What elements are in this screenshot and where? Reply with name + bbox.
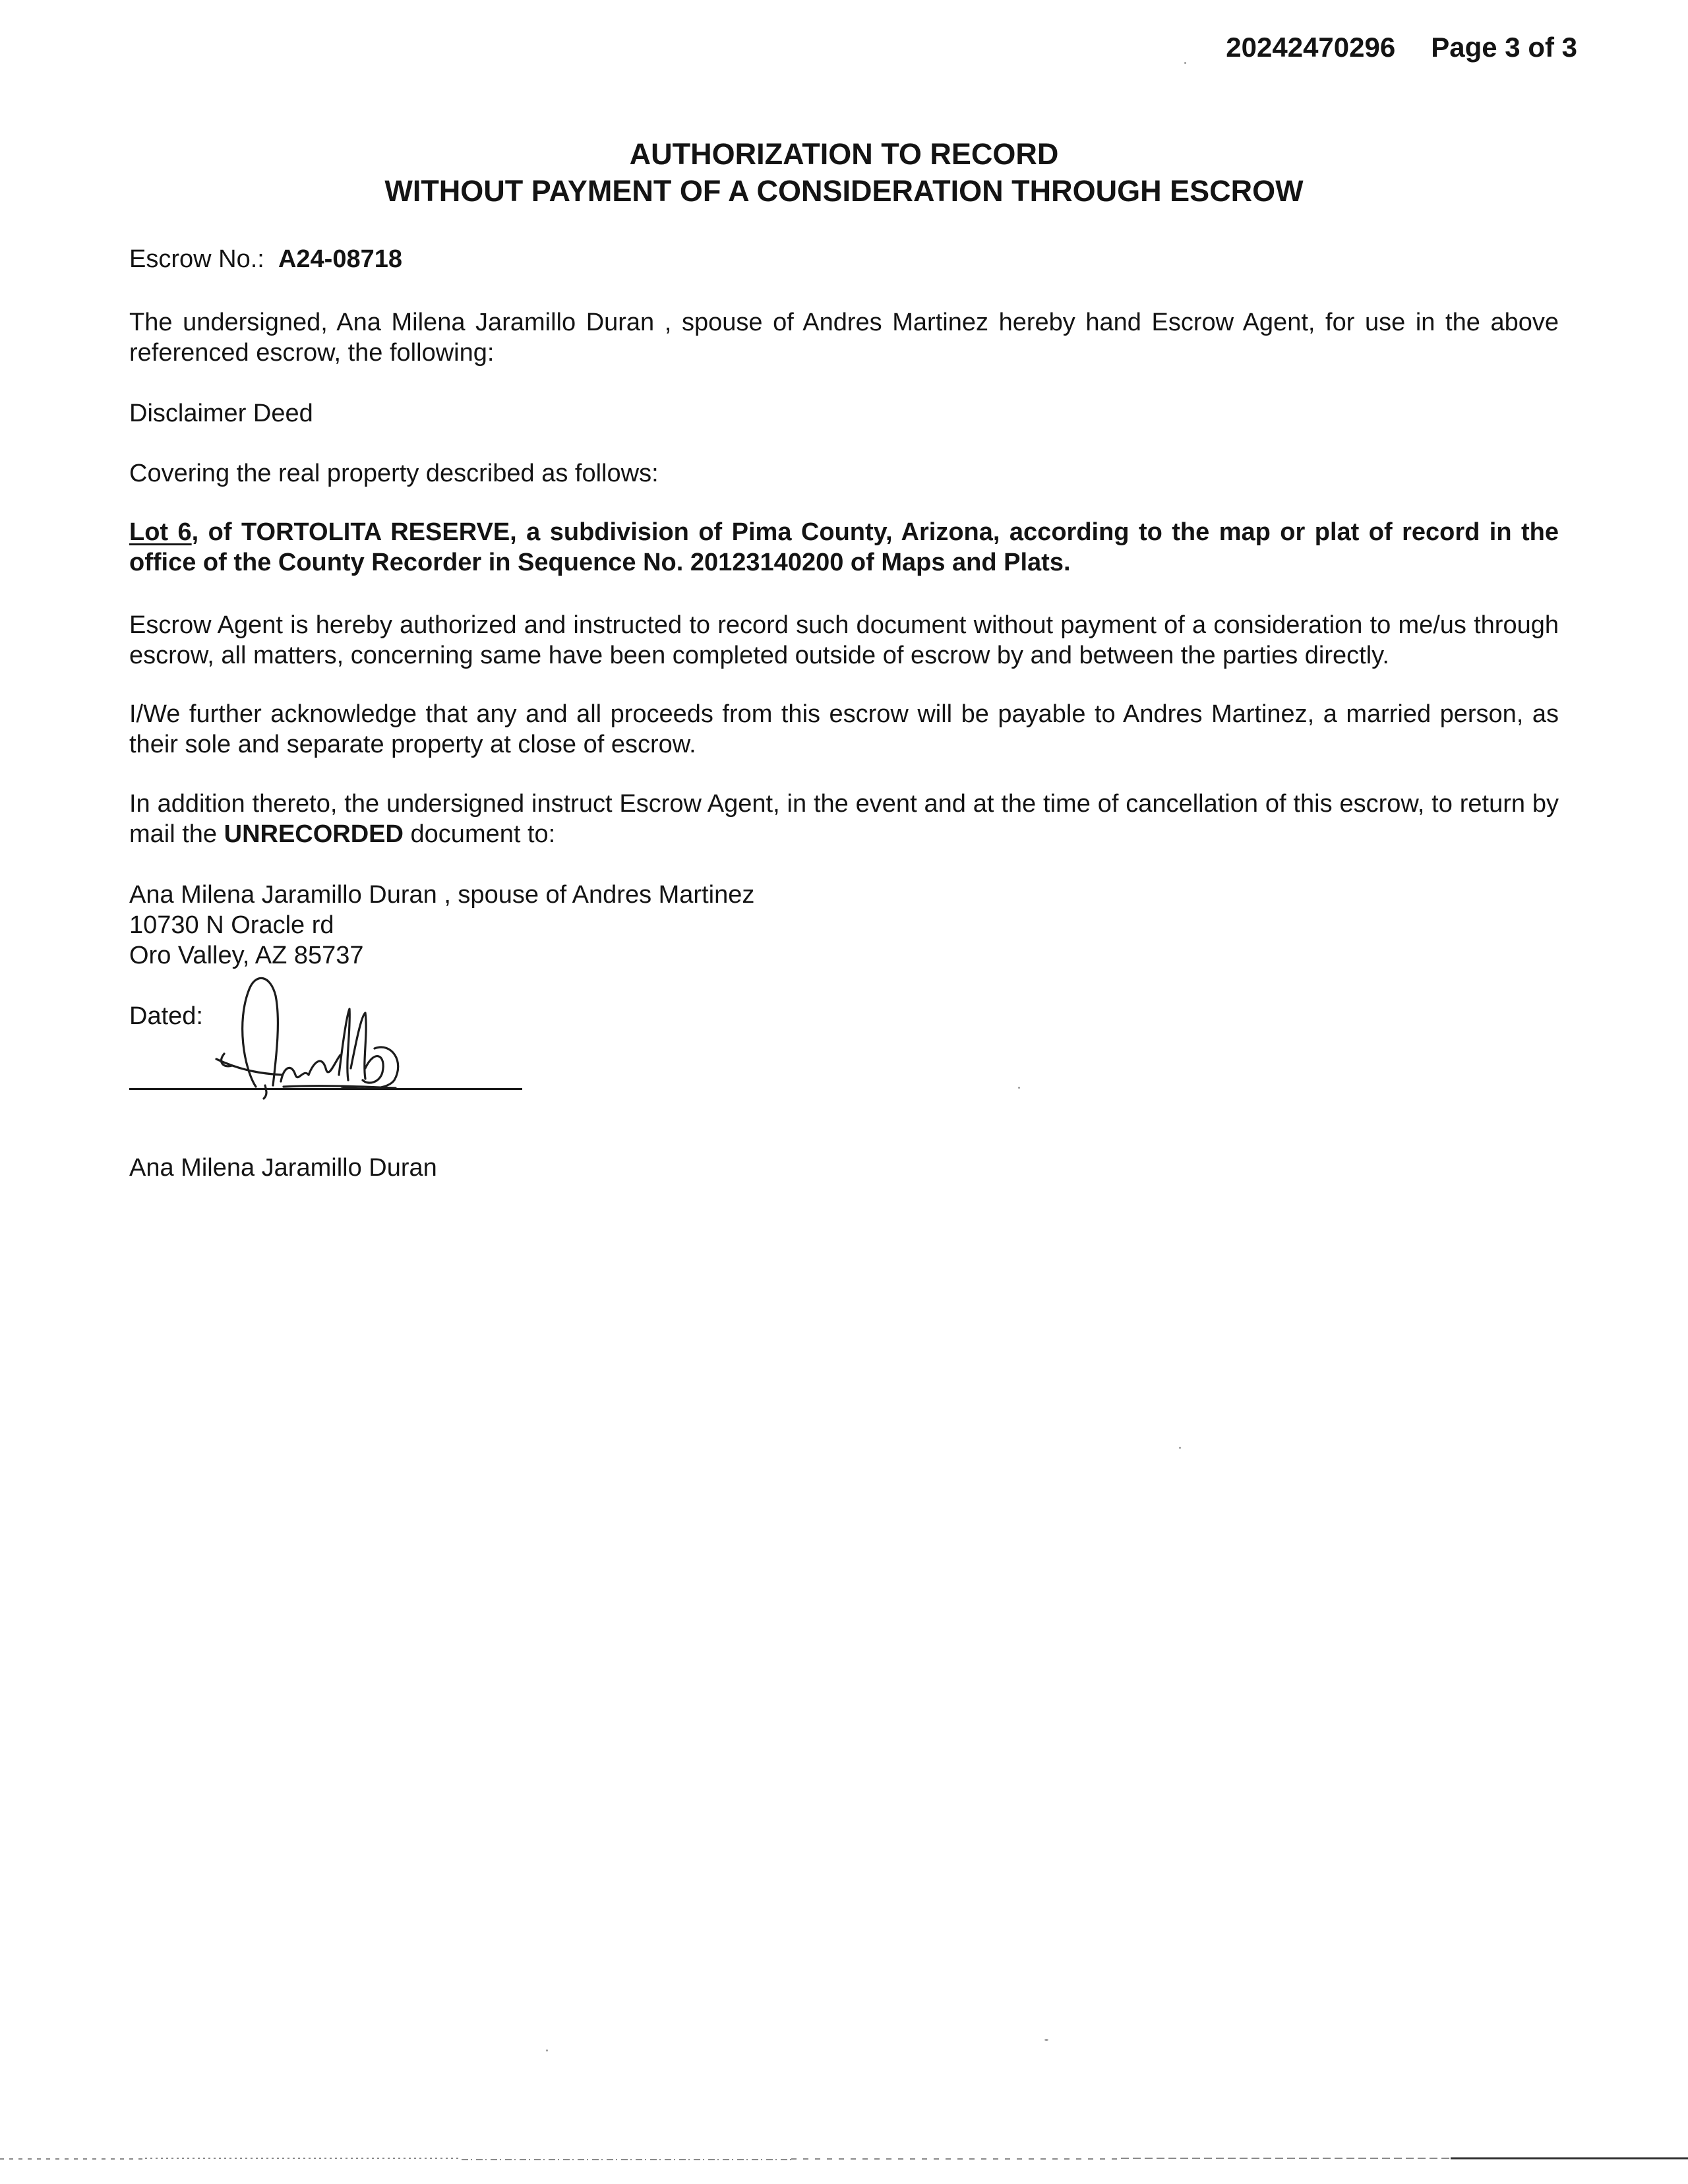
authorization-paragraph: Escrow Agent is hereby authorized and instructed to record such document without payment of a consideration to me/us through escrow, all matters, concerning same have been completed outside of escrow by and between the parties directly. <box>129 611 1559 669</box>
handwritten-signature <box>210 969 421 1101</box>
dated-label: Dated: <box>129 1002 203 1030</box>
address-name-line: Ana Milena Jaramillo Duran , spouse of Andres Martinez <box>129 881 755 909</box>
escrow-label: Escrow No.: <box>129 245 264 273</box>
return-address <box>129 880 1559 971</box>
page-header <box>1226 32 1577 63</box>
document-title <box>0 136 1688 210</box>
scan-edge-noise <box>0 2155 1688 2163</box>
unrecorded-emphasis: UNRECORDED <box>224 820 404 848</box>
scan-speck <box>1044 2039 1048 2041</box>
addition-paragraph <box>129 789 1559 849</box>
scan-speck <box>1179 1447 1181 1449</box>
scan-speck <box>546 2049 548 2051</box>
escrow-number-line <box>129 244 1559 274</box>
scan-speck <box>1018 1087 1020 1089</box>
signature-line <box>129 1088 522 1090</box>
title-line-2: WITHOUT PAYMENT OF A CONSIDERATION THROUGH ESCROW <box>384 174 1304 208</box>
signer-name: Ana Milena Jaramillo Duran <box>129 1154 437 1182</box>
page-number: Page 3 of 3 <box>1431 32 1577 63</box>
address-street: 10730 N Oracle rd <box>129 911 334 939</box>
address-city-state-zip: Oro Valley, AZ 85737 <box>129 942 364 969</box>
covering-text: Covering the real property described as follows: <box>129 460 659 487</box>
intro-paragraph: The undersigned, Ana Milena Jaramillo Duran , spouse of Andres Martinez hereby hand Escrow Agent, for use in the above referenced escrow, the following: <box>129 309 1559 367</box>
title-line-1: AUTHORIZATION TO RECORD <box>629 137 1059 171</box>
document-number: 20242470296 <box>1226 32 1396 63</box>
acknowledgment-paragraph: I/We further acknowledge that any and all proceeds from this escrow will be payable to Andres Martinez, a married person, as their sole and separate property at close of escrow. <box>129 700 1559 758</box>
document-type: Disclaimer Deed <box>129 400 313 427</box>
scan-speck <box>1184 62 1186 64</box>
lot-number: Lot 6 <box>129 518 192 546</box>
legal-description-text: , of TORTOLITA RESERVE, a subdivision of Pima County, Arizona, according to the map or plat of record in the office of the County Recorder in Sequence No. 20123140200 of Maps and Plats. <box>129 518 1559 576</box>
legal-description <box>129 517 1559 578</box>
addition-text-after: document to: <box>403 820 556 848</box>
addition-text-before: In addition thereto, the undersigned instruct Escrow Agent, in the event and at the time of cancellation of this escrow, to return by mail the <box>129 790 1559 848</box>
escrow-number: A24-08718 <box>278 245 402 273</box>
